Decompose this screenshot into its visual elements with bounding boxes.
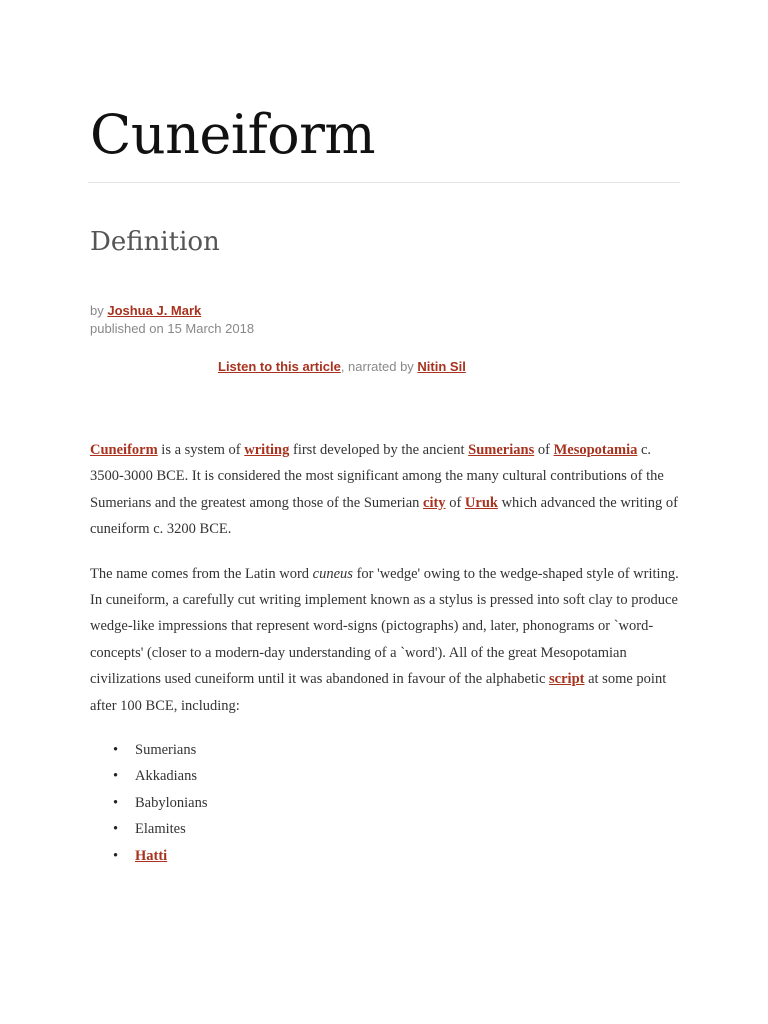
article-body xyxy=(90,437,680,869)
page-title: Cuneiform xyxy=(90,103,376,166)
publish-date: published on 15 March 2018 xyxy=(90,321,255,336)
text-run: for 'wedge' owing to the wedge-shaped style of writing. In cuneiform, a carefully cut writing implement known as a stylus is pressed into soft clay to produce wedge-like impressions that represent word-signs (pictographs) and, later, phonograms or `word-concepts' (closer to a modern-day understanding of a `word'). All of the great Mesopotamian civilizations used cuneiform until it was abandoned in favour of the alphabetic xyxy=(90,565,679,688)
text-run: of xyxy=(534,442,554,458)
text-run: at some point after 100 BCE, including: xyxy=(90,671,667,714)
page-subtitle: Definition xyxy=(90,227,220,257)
text-run: c. 3500-3000 BCE. It is considered the most significant among the many cultural contributions of the Sumerians and the greatest among those of the Sumerian xyxy=(90,442,664,511)
text-run: of xyxy=(445,494,465,511)
link-mesopotamia[interactable]: Mesopotamia xyxy=(553,442,638,458)
audio-credit xyxy=(218,358,466,375)
paragraph-intro xyxy=(90,437,680,543)
text-run: first developed by the ancient xyxy=(289,442,469,458)
narrated-by-label: , narrated by xyxy=(340,359,418,374)
narrator-link[interactable]: Nitin Sil xyxy=(417,359,466,374)
link-writing[interactable]: writing xyxy=(244,442,290,458)
text-run: The name comes from the Latin word xyxy=(90,565,313,582)
list-item: • Akkadians xyxy=(135,763,680,789)
byline-prefix: by xyxy=(90,303,108,318)
author-link[interactable]: Joshua J. Mark xyxy=(107,303,202,318)
list-item: • Elamites xyxy=(135,816,680,842)
byline xyxy=(90,302,201,319)
title-divider xyxy=(88,182,680,183)
link-hatti[interactable]: Hatti xyxy=(135,847,168,864)
text-run: is a system of xyxy=(157,442,245,458)
paragraph-etymology xyxy=(90,561,680,719)
civilizations-list xyxy=(90,737,680,869)
latin-term: cuneus xyxy=(312,565,353,582)
link-uruk[interactable]: Uruk xyxy=(464,494,498,511)
link-sumerians[interactable]: Sumerians xyxy=(468,442,535,458)
text-run: which advanced the writing of cuneiform c. 3200 BCE. xyxy=(90,494,678,538)
link-script[interactable]: script xyxy=(549,671,585,688)
list-item: • Babylonians xyxy=(135,790,680,816)
list-item-link-hatti[interactable] xyxy=(135,843,680,869)
list-item: • Sumerians xyxy=(135,737,680,763)
listen-link[interactable]: Listen to this article xyxy=(218,359,341,374)
link-city[interactable]: city xyxy=(423,494,446,511)
link-cuneiform[interactable]: Cuneiform xyxy=(90,442,158,458)
